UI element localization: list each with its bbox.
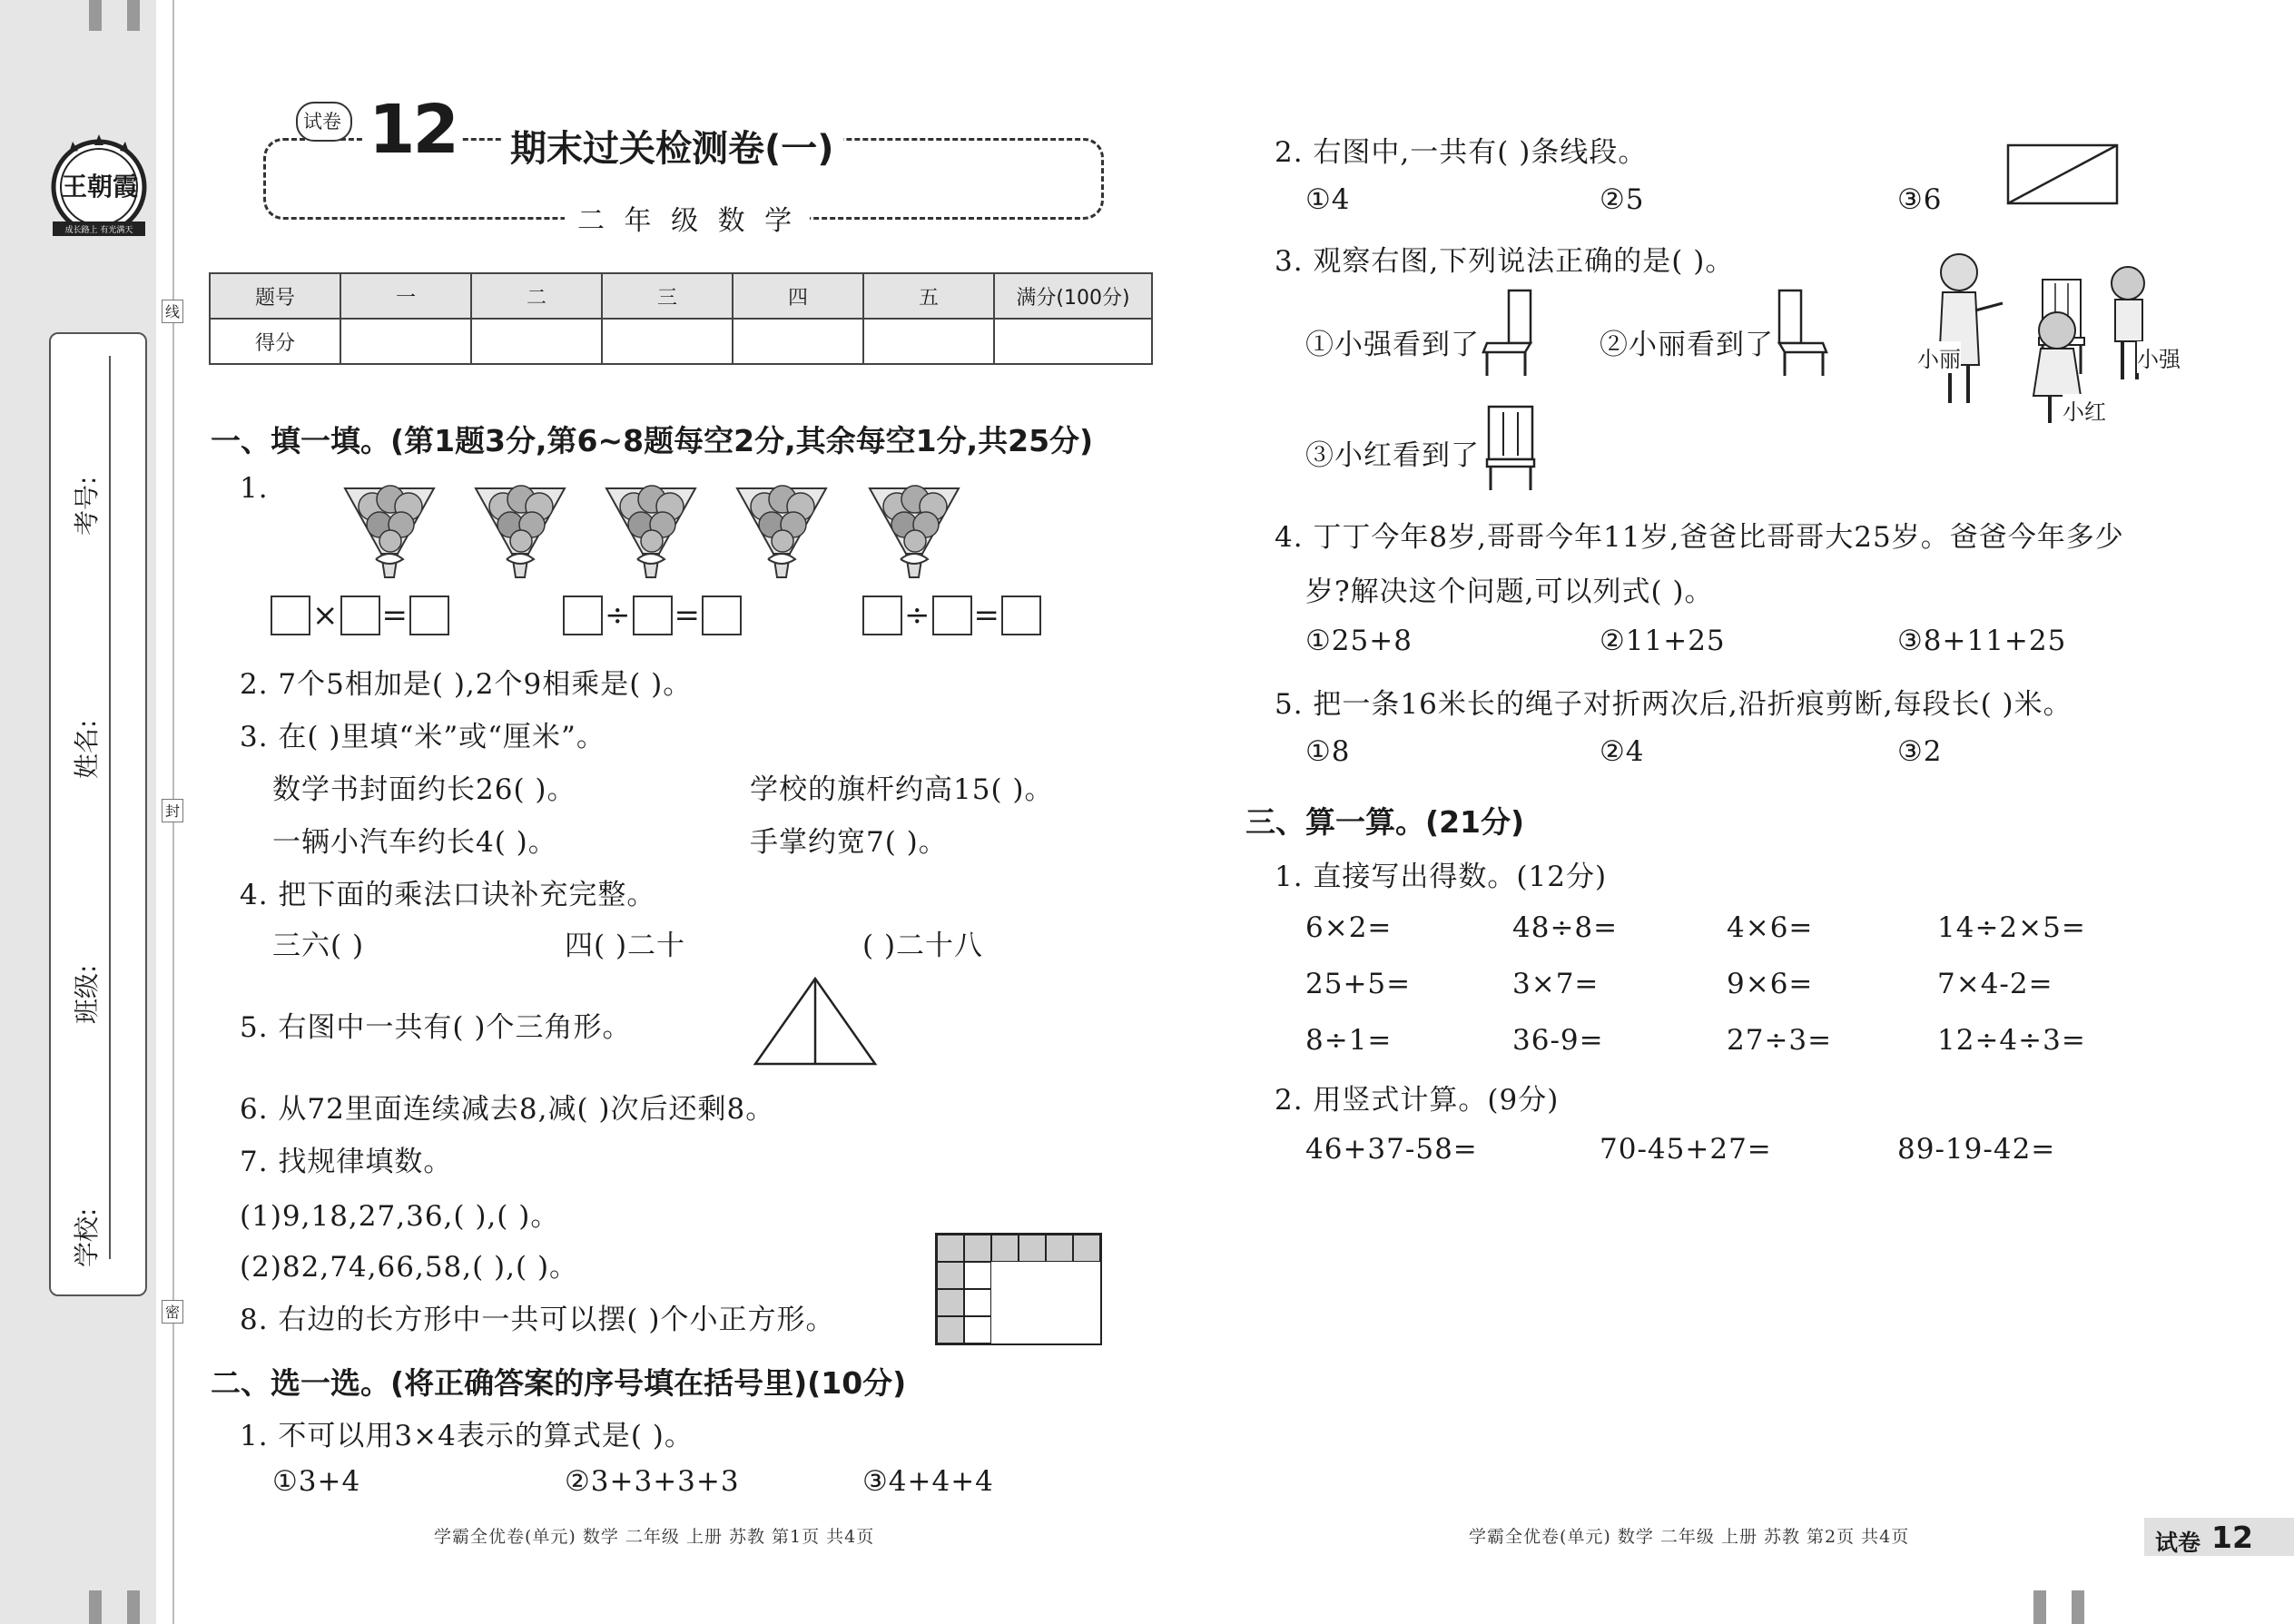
s2-q3-text: 3. 观察右图,下列说法正确的是( )。 xyxy=(1275,245,1735,278)
equation-row xyxy=(563,595,742,635)
q4-item-a: 三六( ) xyxy=(272,930,365,962)
seal-mark-mi: 密 xyxy=(162,1300,183,1324)
bouquet-icon xyxy=(597,470,704,581)
vertical-calc-2: 70-45+27= xyxy=(1600,1133,1772,1166)
s3-q2-text: 2. 用竖式计算。(9分) xyxy=(1275,1084,1560,1117)
s2-q5-text: 5. 把一条16米长的绳子对折两次后,沿折痕剪断,每段长( )米。 xyxy=(1275,688,2072,721)
oral-calc-item: 27÷3= xyxy=(1727,1024,1833,1057)
oral-calc-item: 9×6= xyxy=(1727,968,1814,1000)
oral-calc-item: 4×6= xyxy=(1727,911,1814,944)
times-sign: × xyxy=(312,597,339,634)
bouquet-icon xyxy=(336,470,443,581)
q7-item-1: (1)9,18,27,36,( ),( )。 xyxy=(240,1200,560,1233)
answer-box[interactable] xyxy=(702,595,742,635)
answer-box[interactable] xyxy=(862,595,902,635)
s2-q4-option-2[interactable]: ②11+25 xyxy=(1600,625,1726,657)
bouquet-icon xyxy=(861,470,968,581)
grid-square xyxy=(964,1289,991,1316)
logo-tagline: 成长路上 有光满天 xyxy=(64,226,133,235)
section-1-title: 一、填一填。(第1题3分,第6~8题每空2分,其余每空1分,共25分) xyxy=(211,423,1094,458)
s2-q1-option-2[interactable]: ②3+3+3+3 xyxy=(565,1465,740,1498)
children-around-chair-illustration xyxy=(1915,247,2179,428)
grid-square xyxy=(937,1289,964,1316)
answer-box[interactable] xyxy=(409,595,449,635)
score-header: 二 xyxy=(471,273,602,319)
name-xiaoli: 小丽 xyxy=(1917,341,1961,373)
crop-mark xyxy=(89,1590,102,1624)
grid-square xyxy=(1019,1235,1046,1262)
answer-box[interactable] xyxy=(271,595,310,635)
vertical-calc-1: 46+37-58= xyxy=(1305,1133,1478,1166)
answer-box[interactable] xyxy=(633,595,673,635)
q3-item-a: 数学书封面约长26( )。 xyxy=(272,773,576,806)
grid-square xyxy=(937,1316,964,1343)
s2-q4-text-cont: 岁?解决这个问题,可以列式( )。 xyxy=(1305,576,1714,608)
triangle-figure xyxy=(752,975,879,1068)
q3-item-d: 手掌约宽7( )。 xyxy=(750,826,948,859)
score-cell[interactable] xyxy=(994,319,1152,364)
oral-calc-item: 7×4-2= xyxy=(1937,968,2053,1000)
grid-square xyxy=(1046,1235,1073,1262)
answer-box[interactable] xyxy=(1001,595,1041,635)
equals-sign: = xyxy=(674,597,700,634)
q5-text: 5. 右图中一共有( )个三角形。 xyxy=(240,1011,632,1044)
class-label: 班级: xyxy=(72,964,102,1024)
s2-q5-option-3[interactable]: ③2 xyxy=(1897,735,1943,768)
s2-q4-option-3[interactable]: ③8+11+25 xyxy=(1897,625,2067,657)
s2-q3-option-1[interactable]: ①小强看到了 xyxy=(1305,329,1480,361)
q2-text: 2. 7个5相加是( ),2个9相乘是( )。 xyxy=(240,668,693,701)
score-row-label: 得分 xyxy=(210,319,340,364)
segment-figure xyxy=(2006,143,2121,207)
q4-item-c: ( )二十八 xyxy=(862,930,984,962)
q7-item-2: (2)82,74,66,58,( ),( )。 xyxy=(240,1251,579,1284)
score-table xyxy=(209,272,1153,365)
oral-calc-item: 12÷4÷3= xyxy=(1937,1024,2086,1057)
s2-q4-option-1[interactable]: ①25+8 xyxy=(1305,625,1413,657)
seal-mark-xian: 线 xyxy=(162,300,183,323)
seal-mark-feng: 封 xyxy=(162,799,183,822)
oral-calc-item: 25+5= xyxy=(1305,968,1412,1000)
s2-q2-option-1[interactable]: ①4 xyxy=(1305,183,1351,216)
score-cell[interactable] xyxy=(340,319,471,364)
grid-square xyxy=(991,1235,1019,1262)
s2-q5-option-2[interactable]: ②4 xyxy=(1600,735,1645,768)
answer-box[interactable] xyxy=(563,595,603,635)
bouquet-icon xyxy=(728,470,835,581)
page-subtitle: 二 年 级 数 学 xyxy=(565,198,810,238)
rectangle-grid-figure xyxy=(935,1233,1102,1345)
answer-box[interactable] xyxy=(340,595,380,635)
oral-calc-item: 48÷8= xyxy=(1512,911,1619,944)
test-number: 12 xyxy=(363,91,462,169)
footer-left: 学霸全优卷(单元) 数学 二年级 上册 苏教 第1页 共4页 xyxy=(434,1527,875,1547)
score-header: 题号 xyxy=(210,273,340,319)
crop-mark xyxy=(127,1590,140,1624)
oral-calc-item: 3×7= xyxy=(1512,968,1600,1000)
s2-q1-option-1[interactable]: ①3+4 xyxy=(272,1465,361,1498)
q3-text: 3. 在( )里填“米”或“厘米”。 xyxy=(240,721,605,753)
name-label: 姓名: xyxy=(72,719,102,779)
q4-item-b: 四( )二十 xyxy=(565,930,686,962)
q3-item-b: 学校的旗杆约高15( )。 xyxy=(750,773,1054,806)
grid-square xyxy=(964,1235,991,1262)
answer-box[interactable] xyxy=(932,595,972,635)
s2-q3-option-2[interactable]: ②小丽看到了 xyxy=(1600,329,1774,361)
oral-calc-item: 14÷2×5= xyxy=(1937,911,2086,944)
q6-text: 6. 从72里面连续减去8,减( )次后还剩8。 xyxy=(240,1093,775,1126)
q8-text: 8. 右边的长方形中一共可以摆( )个小正方形。 xyxy=(240,1304,835,1336)
oral-calc-item: 6×2= xyxy=(1305,911,1393,944)
s2-q2-text: 2. 右图中,一共有( )条线段。 xyxy=(1275,136,1648,169)
s3-q1-text: 1. 直接写出得数。(12分) xyxy=(1275,861,1608,893)
q3-item-c: 一辆小汽车约长4( )。 xyxy=(272,826,557,859)
score-header: 四 xyxy=(733,273,863,319)
s2-q1-text: 1. 不可以用3×4表示的算式是( )。 xyxy=(240,1420,694,1452)
logo-text: 王朝霞 xyxy=(61,172,138,202)
grid-square xyxy=(937,1262,964,1289)
q7-text: 7. 找规律填数。 xyxy=(240,1146,453,1178)
score-header: 满分(100分) xyxy=(994,273,1152,319)
equals-sign: = xyxy=(381,597,408,634)
footer-right: 学霸全优卷(单元) 数学 二年级 上册 苏教 第2页 共4页 xyxy=(1469,1527,1910,1547)
name-xiaoqiang: 小强 xyxy=(2137,341,2181,373)
crop-mark xyxy=(127,0,140,31)
student-info-lines xyxy=(109,356,111,1259)
score-header: 五 xyxy=(863,273,994,319)
chair-icon xyxy=(1482,289,1534,378)
section-2-title: 二、选一选。(将正确答案的序号填在括号里)(10分) xyxy=(211,1365,907,1401)
id-label: 考号: xyxy=(72,476,102,536)
brand-logo xyxy=(45,127,153,243)
score-header: 一 xyxy=(340,273,471,319)
score-cell[interactable] xyxy=(602,319,733,364)
divide-sign: ÷ xyxy=(605,597,631,634)
page-tag-number: 12 xyxy=(2211,1520,2253,1555)
grid-square xyxy=(1073,1235,1100,1262)
oral-calc-item: 8÷1= xyxy=(1305,1024,1393,1057)
equals-sign: = xyxy=(973,597,999,634)
equation-row xyxy=(271,595,449,635)
name-xiaohong: 小红 xyxy=(2063,394,2106,426)
grid-square xyxy=(964,1262,991,1289)
equation-row xyxy=(862,595,1041,635)
score-header: 三 xyxy=(602,273,733,319)
section-3-title: 三、算一算。(21分) xyxy=(1245,804,1525,840)
page-title: 期末过关检测卷(一) xyxy=(501,120,843,172)
s2-q5-option-1[interactable]: ①8 xyxy=(1305,735,1351,768)
page-tag-label: 试卷 xyxy=(2155,1530,2201,1556)
grid-square xyxy=(937,1235,964,1262)
score-cell[interactable] xyxy=(863,319,994,364)
bouquet-icon xyxy=(467,470,574,581)
crop-mark xyxy=(2072,1590,2084,1624)
crop-mark xyxy=(89,0,102,31)
vertical-calc-3: 89-19-42= xyxy=(1897,1133,2056,1166)
s2-q2-option-2[interactable]: ②5 xyxy=(1600,183,1645,216)
s2-q4-text: 4. 丁丁今年8岁,哥哥今年11岁,爸爸比哥哥大25岁。爸爸今年多少 xyxy=(1275,521,2124,554)
grid-square xyxy=(964,1316,991,1343)
q1-number: 1. xyxy=(240,472,269,505)
crop-mark xyxy=(2033,1590,2046,1624)
q4-text: 4. 把下面的乘法口诀补充完整。 xyxy=(240,879,656,911)
score-cell[interactable] xyxy=(733,319,863,364)
oral-calc-item: 36-9= xyxy=(1512,1024,1604,1057)
chair-icon xyxy=(1485,405,1536,492)
s2-q3-option-3[interactable]: ③小红看到了 xyxy=(1305,439,1480,472)
s2-q1-option-3[interactable]: ③4+4+4 xyxy=(862,1465,994,1498)
test-badge-label: 试卷 xyxy=(303,111,341,133)
s2-q2-option-3[interactable]: ③6 xyxy=(1897,183,1943,216)
score-cell[interactable] xyxy=(471,319,602,364)
divide-sign: ÷ xyxy=(904,597,930,634)
school-label: 学校: xyxy=(72,1207,102,1267)
chair-icon xyxy=(1776,289,1828,378)
